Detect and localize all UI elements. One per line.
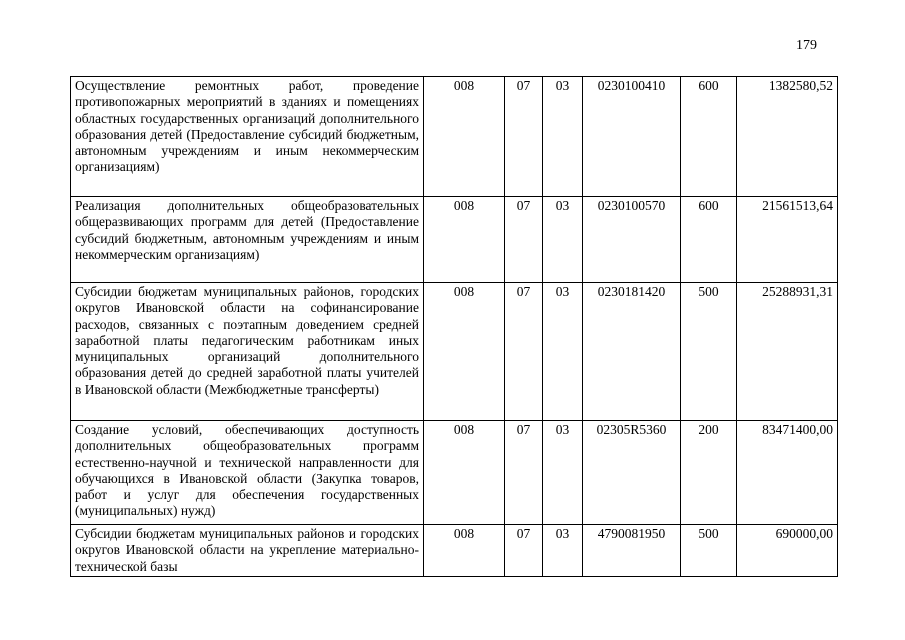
target-article-code: 0230181420 — [583, 283, 681, 421]
expense-type-code: 500 — [681, 525, 737, 577]
amount: 21561513,64 — [737, 197, 838, 283]
expense-type-code: 200 — [681, 421, 737, 525]
row-description: Субсидии бюджетам муниципальных районов и городских округов Ивановской области на укрепление материально-технической базы — [71, 525, 424, 577]
page-number: 179 — [796, 38, 817, 53]
target-article-code: 0230100410 — [583, 77, 681, 197]
table-row — [71, 525, 838, 577]
ministry-code: 008 — [424, 77, 505, 197]
target-article-code: 4790081950 — [583, 525, 681, 577]
section-code: 07 — [505, 421, 543, 525]
budget-table — [70, 76, 838, 577]
row-description: Осуществление ремонтных работ, проведение противопожарных мероприятий в зданиях и помещениях областных государственных организаций дополнительного образования детей (Предоставление субсидий бюджетным, автономным учреждениям и иным некоммерческим организациям) — [71, 77, 424, 197]
row-description: Создание условий, обеспечивающих доступность дополнительных общеобразовательных программ естественно-научной и технической направленности для обучающихся в Ивановской области (Закупка товаров, работ и услуг для обеспечения государственных (муниципальных) нужд) — [71, 421, 424, 525]
table-row — [71, 283, 838, 421]
amount: 690000,00 — [737, 525, 838, 577]
subsection-code: 03 — [543, 421, 583, 525]
ministry-code: 008 — [424, 197, 505, 283]
section-code: 07 — [505, 197, 543, 283]
row-description: Реализация дополнительных общеобразовательных общеразвивающих программ для детей (Предоставление субсидий бюджетным, автономным учреждениям и иным некоммерческим организациям) — [71, 197, 424, 283]
section-code: 07 — [505, 525, 543, 577]
subsection-code: 03 — [543, 525, 583, 577]
row-description: Субсидии бюджетам муниципальных районов, городских округов Ивановской области на софинансирование расходов, связанных с поэтапным доведением средней заработной платы педагогическим работникам иных муниципальных организаций дополнительного образования детей до средней заработной платы учителей в Ивановской области (Межбюджетные трансферты) — [71, 283, 424, 421]
amount: 83471400,00 — [737, 421, 838, 525]
subsection-code: 03 — [543, 197, 583, 283]
expense-type-code: 500 — [681, 283, 737, 421]
target-article-code: 02305R5360 — [583, 421, 681, 525]
table-row — [71, 421, 838, 525]
section-code: 07 — [505, 283, 543, 421]
expense-type-code: 600 — [681, 77, 737, 197]
subsection-code: 03 — [543, 77, 583, 197]
table-row — [71, 197, 838, 283]
ministry-code: 008 — [424, 421, 505, 525]
expense-type-code: 600 — [681, 197, 737, 283]
subsection-code: 03 — [543, 283, 583, 421]
table-row — [71, 77, 838, 197]
ministry-code: 008 — [424, 283, 505, 421]
section-code: 07 — [505, 77, 543, 197]
amount: 25288931,31 — [737, 283, 838, 421]
ministry-code: 008 — [424, 525, 505, 577]
amount: 1382580,52 — [737, 77, 838, 197]
target-article-code: 0230100570 — [583, 197, 681, 283]
